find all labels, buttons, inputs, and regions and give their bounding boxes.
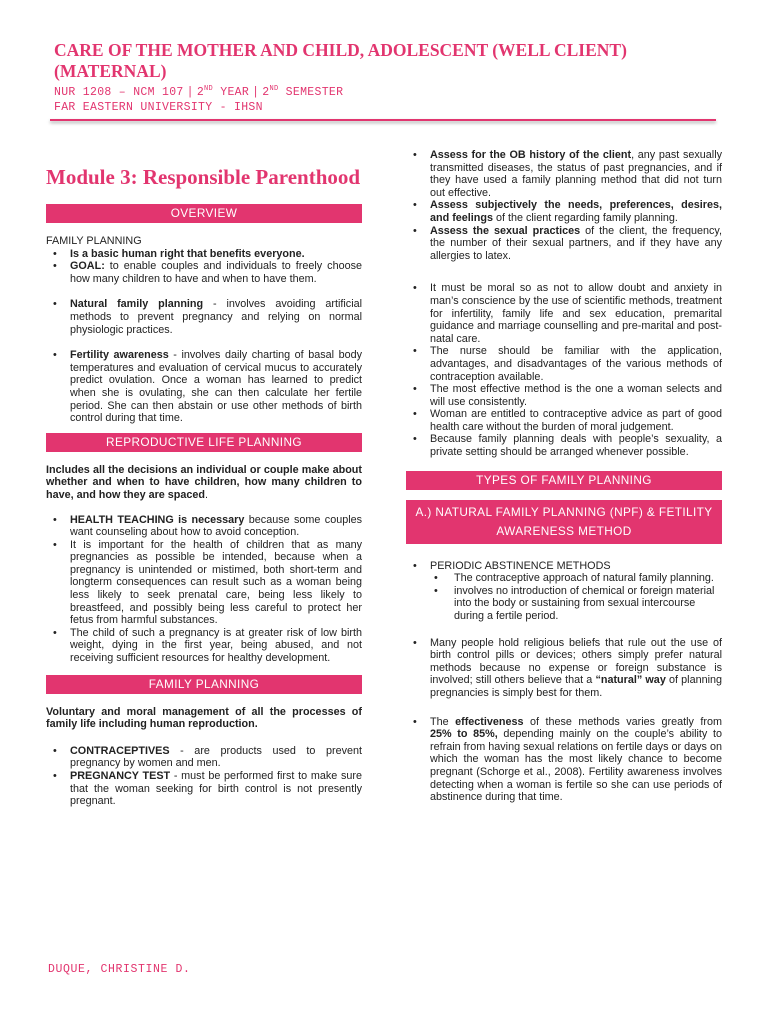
year-suffix: ND	[204, 85, 214, 93]
moral-list	[406, 282, 722, 458]
list-item: • It is important for the health of children that as many pregnancies as possible be intended, because when a pregnancy is unintended or mistimed, both short-term and longterm consequences can result such as a woman being less likely to seek prenatal care, being less likely to breastfeed, and possibly being less careful to protect her fetus from harmful substances.	[46, 539, 362, 627]
overview-bar: OVERVIEW	[46, 204, 362, 223]
list-item: • It must be moral so as not to allow doubt and anxiety in man’s conscience by the use of scientific methods, treatment for infertility, family life and sex education, premarital guidance and marriage counselling and pre-marital and post-natal care.	[406, 282, 722, 345]
types-of-family-planning-bar: TYPES OF FAMILY PLANNING	[406, 471, 722, 490]
family-planning-heading: FAMILY PLANNING	[46, 235, 142, 247]
list-item: • Is a basic human right that benefits everyone.	[46, 248, 362, 261]
semester-number: 2	[262, 85, 270, 99]
left-column	[46, 165, 362, 808]
list-item: • Natural family planning - involves avoiding artificial methods to prevent pregnancy and relying on normal physiologic practices.	[46, 298, 362, 336]
list-item: • The nurse should be familiar with the application, advantages, and disadvantages of the various methods of contraception available.	[406, 345, 722, 383]
year-number: 2	[196, 85, 205, 99]
contraceptives-list	[46, 745, 362, 808]
list-item: • HEALTH TEACHING is necessary because some couples want counseling about how to avoid conception.	[46, 514, 362, 539]
document-title: CARE OF THE MOTHER AND CHILD, ADOLESCENT (WELL CLIENT) (MATERNAL)	[54, 40, 627, 81]
list-item: • GOAL: to enable couples and individuals to freely choose how many children to have and when to have them.	[46, 260, 362, 285]
effectiveness-list	[406, 716, 722, 804]
document-header	[54, 40, 734, 115]
header-divider	[50, 119, 716, 121]
list-item: • Because family planning deals with people’s sexuality, a private setting should be arranged whenever possible.	[406, 433, 722, 458]
rlp-list	[46, 514, 362, 665]
semester-label: SEMESTER	[278, 85, 344, 99]
year-label: YEAR	[213, 85, 250, 99]
module-title: Module 3: Responsible Parenthood	[46, 165, 361, 189]
school-name: FAR EASTERN UNIVERSITY - IHSN	[54, 100, 263, 114]
family-planning-bar: FAMILY PLANNING	[46, 675, 362, 694]
fp-intro: Voluntary and moral management of all the processes of family life including human reproduction.	[46, 705, 362, 731]
right-column	[406, 149, 722, 804]
natural-family-planning-bar: A.) NATURAL FAMILY PLANNING (NPF) & FETILITY AWARENESS METHOD	[406, 500, 722, 544]
assessment-list	[406, 149, 722, 262]
religious-list	[406, 637, 722, 700]
list-item: • The most effective method is the one a woman selects and will use consistently.	[406, 383, 722, 408]
list-item: • PREGNANCY TEST - must be performed first to make sure that the woman seeking for birth control is not presently pregnant.	[46, 770, 362, 808]
list-item: • Many people hold religious beliefs that rule out the use of birth control pills or devices; others simply prefer natural methods because no expense or foreign substance is involved; still others believe that a “natural” way of planning pregnancies is simply best for them.	[406, 637, 722, 700]
reproductive-life-planning-bar: REPRODUCTIVE LIFE PLANNING	[46, 433, 362, 452]
family-planning-list	[46, 248, 362, 425]
list-item: • Fertility awareness - involves daily charting of basal body temperatures and evaluation of cervical mucus to accurately predict ovulation. Once a woman has learned to predict when she is ovulating, she can then calculate her fertile period. She can then abstain or use other methods of birth control during that time.	[46, 349, 362, 425]
rlp-intro: Includes all the decisions an individual or couple make about whether and when to have children, how many children to have, and how they are spaced.	[46, 463, 362, 501]
course-meta: NUR 1208 – NCM 107 | 2ND YEAR | 2ND SEMESTER	[54, 85, 344, 99]
list-item: • involves no introduction of chemical or foreign material into the body or sustaining from sexual intercourse during a fertile period.	[406, 585, 722, 623]
list-item: • Assess for the OB history of the client, any past sexually transmitted diseases, the status of past pregnancies, and if they have used a family planning method that did not turn out effective.	[406, 149, 722, 199]
list-item: • The child of such a pregnancy is at greater risk of low birth weight, dying in the first year, being abused, and not receiving sufficient resources for healthy development.	[46, 627, 362, 665]
author-footer: DUQUE, CHRISTINE D.	[48, 963, 191, 976]
list-item: • The effectiveness of these methods varies greatly from 25% to 85%, depending mainly on the couple’s ability to refrain from having sexual relations on fertile days or days on which the woman has the most likely chance to become pregnant (Schorge et al., 2008). Fertility awareness involves detecting when a woman is fertile so she can use periods of abstinence during that time.	[406, 716, 722, 804]
periodic-abstinence-list	[406, 560, 722, 573]
list-item: • Assess subjectively the needs, preferences, desires, and feelings of the client regarding family planning.	[406, 199, 722, 224]
list-item: • Assess the sexual practices of the client, the frequency, the number of their sexual partners, and if they have any allergies to latex.	[406, 225, 722, 263]
periodic-abstinence-sublist	[406, 572, 722, 622]
list-item: • Woman are entitled to contraceptive advice as part of good health care without the burden of moral judgement.	[406, 408, 722, 433]
list-item: • The contraceptive approach of natural family planning.	[406, 572, 722, 585]
list-item: • CONTRACEPTIVES - are products used to prevent pregnancy by women and men.	[46, 745, 362, 770]
list-item: • PERIODIC ABSTINENCE METHODS	[406, 560, 722, 573]
course-codes: NUR 1208 – NCM 107	[54, 85, 184, 99]
semester-suffix: ND	[269, 85, 279, 93]
